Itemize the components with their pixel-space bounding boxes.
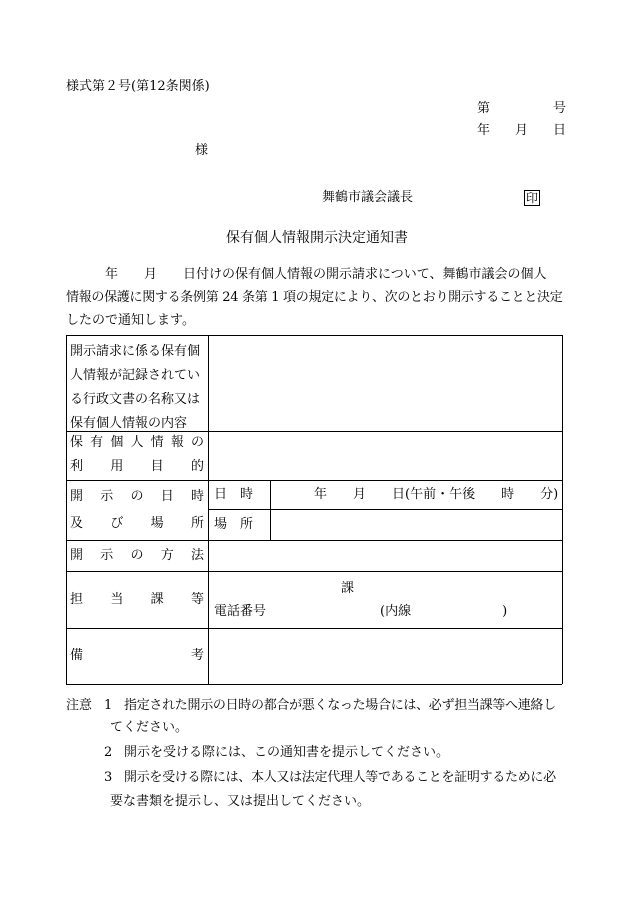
- table-line: [66, 480, 562, 481]
- doc-number-prefix: 第: [477, 101, 491, 116]
- note-text-3-cont: 要な書類を提示し、又は提出してください。: [110, 794, 371, 809]
- sub-label-time: 日 時: [214, 487, 254, 502]
- table-line: [66, 628, 562, 629]
- note-text-1: 指定された開示の日時の都合が悪くなった場合には、必ず担当課等へ連絡し: [124, 698, 556, 713]
- document-title: 保有個人情報開示決定通知書: [226, 230, 408, 246]
- table-line: [208, 509, 562, 510]
- phone-label: 電話番号: [214, 604, 267, 619]
- row-label-remarks-left: 備: [70, 648, 84, 663]
- table-line: [562, 335, 563, 684]
- note-text-2: 開示を受ける際には、この通知書を提示してください。: [124, 745, 450, 760]
- note-number-2: 2: [104, 745, 113, 760]
- note-number-3: 3: [104, 770, 113, 785]
- date-month: 月: [515, 123, 529, 138]
- row-label-method: 開示の方法: [70, 548, 204, 563]
- body-line-3: したので通知します。: [66, 313, 195, 328]
- row-label-purpose-1: 保有個人情報の: [70, 435, 204, 450]
- table-line: [270, 480, 271, 540]
- body-line-2: 情報の保護に関する条例第 24 条第 1 項の規定により、次のとおり開示することと決定: [66, 290, 563, 305]
- row-label-document-name: 開示請求に係る保有個 人情報が記録されてい る行政文書の名称又は 保有個人情報の内容: [70, 344, 201, 431]
- table-line: [66, 335, 67, 684]
- notes-prefix: 注意: [66, 698, 93, 713]
- time-value-field: 年 月 日(午前・午後 時 分): [314, 487, 559, 502]
- table-line: [208, 335, 209, 684]
- seal-mark: 印: [526, 191, 539, 205]
- sub-label-place: 場 所: [214, 517, 254, 532]
- issuer-name: 舞鶴市議会議長: [322, 190, 414, 205]
- table-line: [66, 335, 562, 336]
- note-text-1-cont: てください。: [110, 720, 189, 735]
- body-line-1: 年 月 日付けの保有個人情報の開示請求について、舞鶴市議会の個人: [66, 267, 547, 282]
- note-text-3: 開示を受ける際には、本人又は法定代理人等であることを証明するために必: [124, 770, 556, 785]
- row-label-datetime-1: 開示の日時: [70, 489, 204, 504]
- row-label-purpose-2: 利用目的: [70, 459, 204, 474]
- row-label-remarks-right: 考: [191, 648, 205, 663]
- table-line: [66, 540, 562, 541]
- table-line: [66, 684, 562, 685]
- addressee-suffix: 様: [195, 143, 209, 158]
- doc-number-suffix: 号: [553, 101, 567, 116]
- table-line: [66, 571, 562, 572]
- date-year: 年: [477, 123, 491, 138]
- form-number: 様式第２号(第12条関係): [66, 79, 210, 94]
- extension-field: (内線 ): [380, 604, 508, 619]
- date-day: 日: [553, 123, 567, 138]
- department-section: 課: [341, 581, 355, 596]
- row-label-department: 担当課等: [70, 592, 204, 607]
- row-label-datetime-2: 及び場所: [70, 516, 204, 531]
- note-number-1: 1: [104, 698, 113, 713]
